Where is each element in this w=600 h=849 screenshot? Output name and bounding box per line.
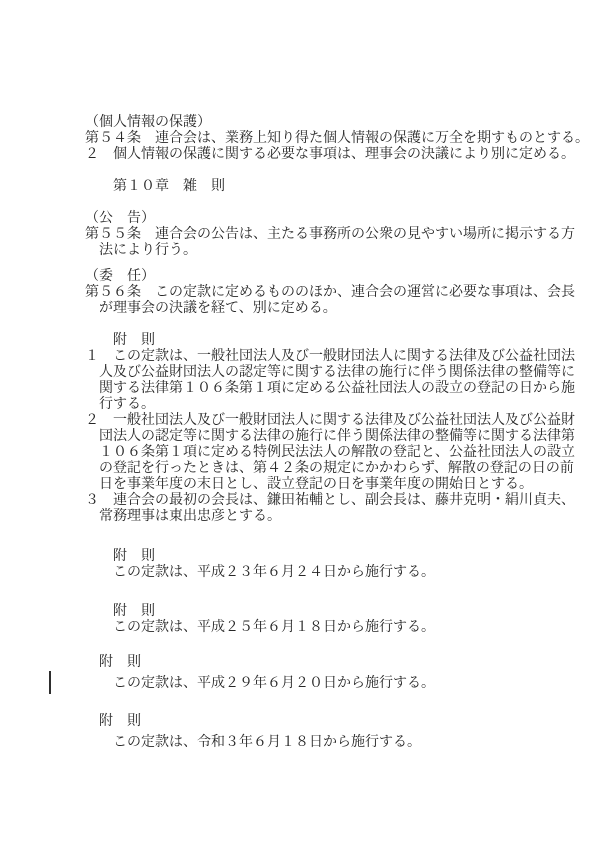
text-line: この定款は、平成２３年６月２４日から施行する。: [85, 565, 435, 580]
text-line: （個人情報の保護）: [85, 115, 211, 130]
text-line: （公 告）: [85, 211, 155, 226]
text-line: 法により行う。: [85, 243, 197, 258]
text-line: の登記を行ったときは、第４２条の規定にかかわらず、解散の登記の日の前: [85, 461, 574, 476]
supplementary-provisions-main: [85, 333, 590, 525]
text-line: ３ 連合会の最初の会長は、鎌田祐輔とし、副会長は、藤井克明・絹川貞夫、: [85, 493, 575, 508]
text-line: ２ 一般社団法人及び一般財団法人に関する法律及び公益社団法人及び公益財: [85, 413, 575, 428]
article-55-public-notice: [85, 211, 590, 259]
text-line: 第５６条 この定款に定めるもののほか、連合会の運営に必要な事項は、会長: [85, 285, 575, 300]
text-line: この定款は、令和３年６月１８日から施行する。: [85, 735, 421, 750]
text-line: 附 則: [85, 655, 141, 670]
text-line: 附 則: [85, 714, 141, 729]
supplementary-provisions-heisei25: [85, 604, 590, 636]
margin-revision-mark: [49, 671, 51, 694]
text-line: 附 則: [85, 333, 155, 348]
text-line: 附 則: [85, 549, 155, 564]
article-54-personal-info-protection: [85, 115, 590, 163]
text-line: この定款は、平成２５年６月１８日から施行する。: [85, 620, 435, 635]
text-line: 第５５条 連合会の公告は、主たる事務所の公衆の見やすい場所に掲示する方: [85, 227, 575, 242]
text-line: １ この定款は、一般社団法人及び一般財団法人に関する法律及び公益社団法: [85, 349, 575, 364]
text-line: 行する。: [85, 397, 155, 412]
text-line: 常務理事は東出忠彦とする。: [85, 509, 281, 524]
supplementary-provisions-heisei23: [85, 549, 590, 581]
text-line: 関する法律第１０６条第１項に定める公益社団法人の設立の登記の日から施: [85, 381, 575, 396]
chapter-10-heading: [85, 179, 590, 195]
text-line: 第１０章 雑 則: [85, 179, 225, 194]
text-line: この定款は、平成２９年６月２０日から施行する。: [85, 676, 435, 691]
text-line: （委 任）: [85, 269, 155, 284]
text-line: ２ 個人情報の保護に関する必要な事項は、理事会の決議により別に定める。: [85, 147, 575, 162]
text-line: が理事会の決議を経て、別に定める。: [85, 301, 337, 316]
text-line: 附 則: [85, 604, 155, 619]
article-56-delegation: [85, 269, 590, 317]
supplementary-provisions-reiwa3: [85, 714, 590, 751]
text-line: 人及び公益財団法人の認定等に関する法律の施行に伴う関係法律の整備等に: [85, 365, 575, 380]
text-line: 第５４条 連合会は、業務上知り得た個人情報の保護に万全を期すものとする。: [85, 131, 589, 146]
text-line: 日を事業年度の末日とし、設立登記の日を事業年度の開始日とする。: [85, 477, 533, 492]
supplementary-provisions-heisei29: [85, 655, 590, 692]
text-line: １０６条第１項に定める特例民法法人の解散の登記と、公益社団法人の設立: [85, 445, 575, 460]
text-line: 団法人の認定等に関する法律の施行に伴う関係法律の整備等に関する法律第: [85, 429, 575, 444]
